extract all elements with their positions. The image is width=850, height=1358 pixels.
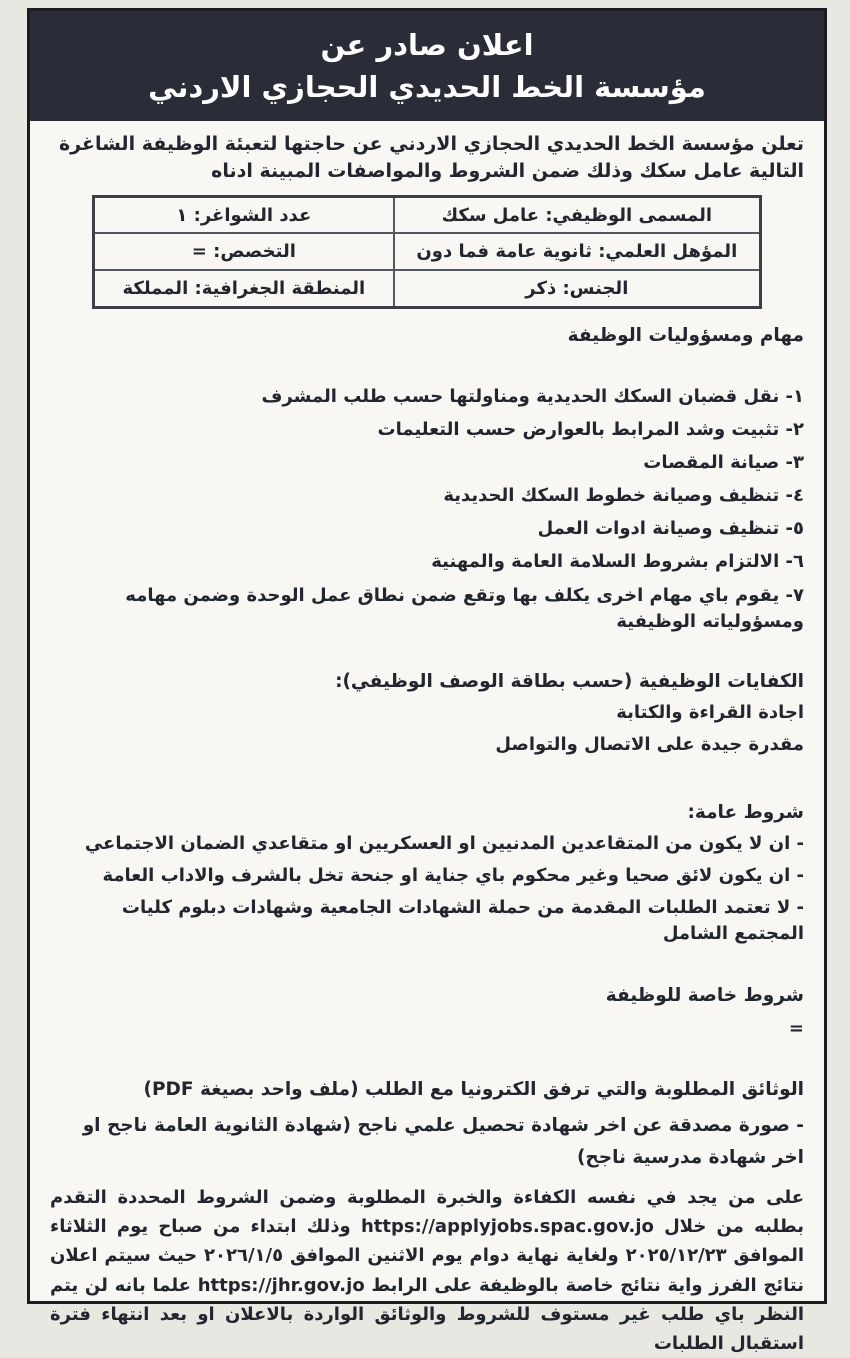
table-row bbox=[94, 233, 761, 270]
duty-item: ٧- يقوم باي مهام اخرى يكلف بها وتقع ضمن نطاق عمل الوحدة وضمن مهامه ومسؤولياته الوظيفية bbox=[125, 584, 804, 632]
general-conditions-list bbox=[50, 831, 804, 947]
intro-paragraph: تعلن مؤسسة الخط الحديدي الحجازي الاردني عن حاجتها لتعبئة الوظيفة الشاغرة التالية عامل سكك وذلك ضمن الشروط والمواصفات المبينة ادناه bbox=[58, 133, 804, 182]
condition-item: - ان لا يكون من المتقاعدين المدنيين او العسكريين او متقاعدي الضمان الاجتماعي bbox=[84, 832, 804, 854]
region-cell: المنطقة الجغرافية: المملكة bbox=[94, 270, 394, 307]
competencies-section-title: الكفايات الوظيفية (حسب بطاقة الوصف الوظيفي): bbox=[335, 670, 804, 692]
documents-section-title: الوثائق المطلوبة والتي ترفق الكترونيا مع الطلب (ملف واحد بصيغة PDF) bbox=[143, 1079, 804, 1101]
duty-item: ٦- الالتزام بشروط السلامة العامة والمهنية bbox=[431, 551, 804, 573]
document-item: - صورة مصدقة عن اخر شهادة تحصيل علمي ناجح (شهادة الثانوية العامة ناجح او اخر شهادة مدرسية ناجح) bbox=[82, 1115, 804, 1168]
duty-item: ١- نقل قضبان السكك الحديدية ومناولتها حسب طلب المشرف bbox=[261, 385, 804, 407]
documents-list bbox=[50, 1110, 804, 1173]
special-conditions-title: شروط خاصة للوظيفة bbox=[605, 985, 804, 1007]
duty-item: ٥- تنظيف وصيانة ادوات العمل bbox=[537, 518, 804, 540]
announcement-document bbox=[27, 8, 827, 1354]
duty-item: ٤- تنظيف وصيانة خطوط السكك الحديدية bbox=[443, 485, 804, 507]
table-row bbox=[94, 196, 761, 233]
competencies-list bbox=[50, 700, 804, 758]
condition-item: - ان يكون لائق صحيا وغير محكوم باي جناية او جنحة تخل بالشرف والاداب العامة bbox=[102, 864, 804, 886]
job-title-cell: المسمى الوظيفي: عامل سكك bbox=[394, 196, 761, 233]
table-row bbox=[94, 270, 761, 307]
duty-item: ٢- تثبيت وشد المرابط بالعوارض حسب التعليمات bbox=[377, 419, 804, 441]
duties-section-title: مهام ومسؤوليات الوظيفة bbox=[567, 324, 804, 346]
job-details-table bbox=[92, 195, 762, 309]
announcement-body bbox=[30, 121, 824, 1358]
competency-item: اجادة القراءة والكتابة bbox=[616, 701, 804, 723]
organization-name: مؤسسة الخط الحديدي الحجازي الاردني bbox=[148, 70, 706, 104]
announcement-header-line1: اعلان صادر عن bbox=[320, 27, 534, 62]
specialization-cell: التخصص: = bbox=[94, 233, 394, 270]
qualification-cell: المؤهل العلمي: ثانوية عامة فما دون bbox=[394, 233, 761, 270]
duties-list bbox=[50, 384, 804, 635]
vacancy-count-cell: عدد الشواغر: ١ bbox=[94, 196, 394, 233]
general-conditions-title: شروط عامة: bbox=[687, 801, 804, 823]
competency-item: مقدرة جيدة على الاتصال والتواصل bbox=[495, 733, 804, 755]
announcement-header bbox=[30, 11, 824, 121]
special-conditions-value: = bbox=[788, 1018, 804, 1040]
duty-item: ٣- صيانة المقصات bbox=[643, 452, 804, 474]
application-instructions: على من يجد في نفسه الكفاءة والخبرة المطلوبة وضمن الشروط المحددة التقدم بطلبه من خلال https://applyjobs.spac.gov.jo وذلك ابتداء من صباح يوم الثلاثاء الموافق ٢٠٢٥/١٢/٢٣ ولغاية نهاية دوام يوم الاثنين الموافق ٢٠٢٦/١/٥ حيث سيتم اعلان نتائج الفرز واية نتائج خاصة بالوظيفة على الرابط https://jhr.gov.jo علما بانه لن يتم النظر باي طلب غير مستوف للشروط والوثائق الواردة بالاعلان او بعد انتهاء فترة استقبال الطلبات bbox=[50, 1187, 804, 1354]
condition-item: - لا تعتمد الطلبات المقدمة من حملة الشهادات الجامعية وشهادات دبلوم كليات المجتمع الشامل bbox=[121, 897, 804, 945]
gender-cell: الجنس: ذكر bbox=[394, 270, 761, 307]
